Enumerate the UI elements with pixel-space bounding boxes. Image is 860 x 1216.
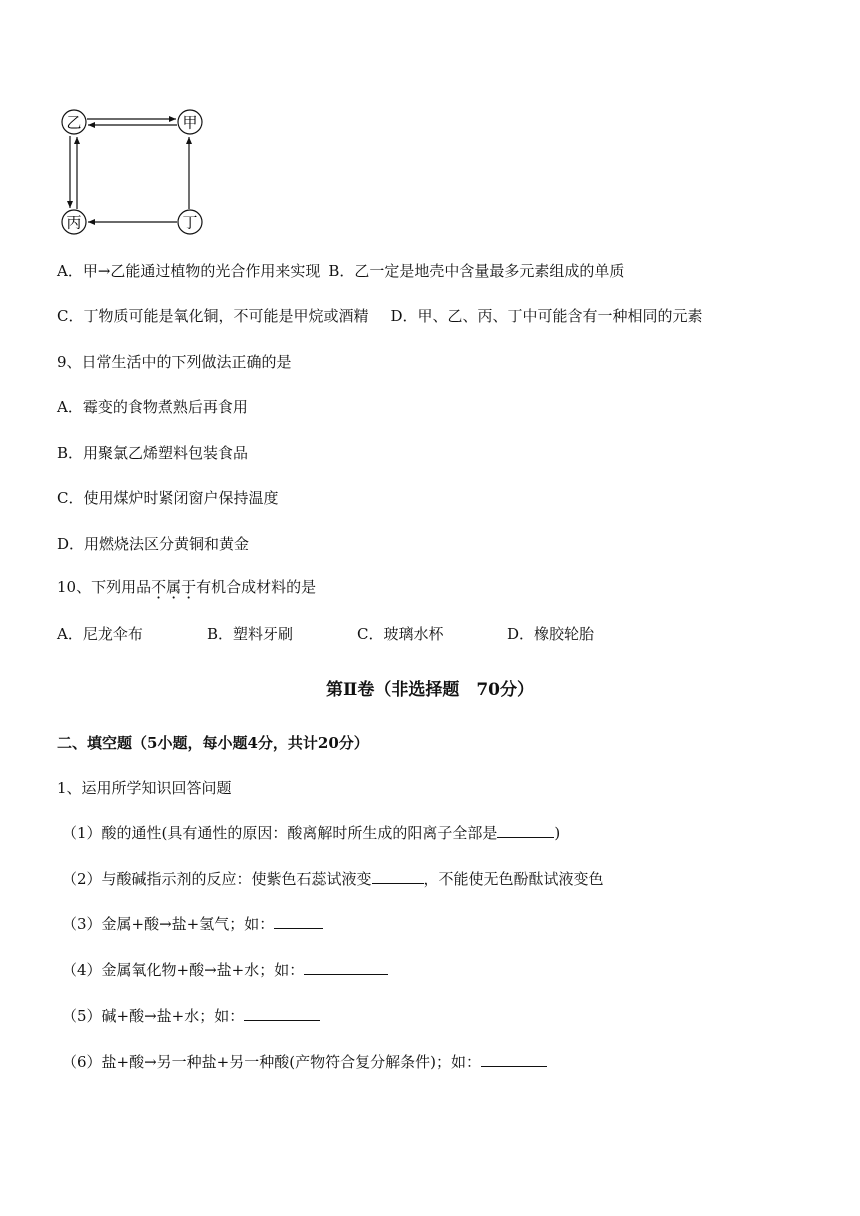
q10-options-row (57, 624, 594, 644)
q1-item-6 (62, 1052, 547, 1072)
q1-item-5 (62, 1006, 320, 1026)
node-jia-label: 甲 (182, 113, 198, 132)
q9-option-c: C．使用煤炉时紧闭窗户保持温度 (57, 489, 279, 507)
q10-option-a: A．尼龙伞布 (57, 625, 143, 643)
q10-option-b: B．塑料牙刷 (207, 625, 294, 643)
q1-item-6-text: （6）盐+酸→另一种盐+另一种酸(产物符合复分解条件)；如： (62, 1053, 481, 1071)
q1-item-2 (62, 869, 604, 889)
q1-item-1 (62, 823, 560, 843)
q8-option-b: B．乙一定是地壳中含量最多元素组成的单质 (328, 262, 625, 280)
node-bing-label: 丙 (66, 213, 82, 232)
q1-item-5-text: （5）碱+酸→盐+水；如： (62, 1007, 245, 1025)
q8-option-c: C．丁物质可能是氧化铜，不可能是甲烷或酒精 (57, 307, 369, 325)
q8-option-a: A．甲→乙能通过植物的光合作用来实现 (57, 262, 321, 280)
q1-item-3 (62, 914, 323, 934)
q10-stem-pre: 10、下列用品 (57, 578, 152, 596)
q9-option-a: A．霉变的食物煮熟后再食用 (57, 398, 248, 416)
node-yi (62, 110, 86, 134)
q9-option-d: D．用燃烧法区分黄铜和黄金 (57, 535, 250, 553)
section-heading: 二、填空题（5小题，每小题4分，共计20分） (57, 734, 369, 752)
q10-stem-post: 有机合成材料的是 (196, 578, 317, 596)
q10-emph-char-2: 属 (166, 578, 182, 596)
q10-emph-char-3: 于 (181, 578, 197, 596)
q9-option-b: B．用聚氯乙烯塑料包装食品 (57, 444, 249, 462)
node-bing (62, 210, 86, 234)
q1-item-5-blank[interactable] (244, 1006, 320, 1021)
q9-stem: 9、日常生活中的下列做法正确的是 (57, 353, 292, 371)
q1-item-1-post: ) (554, 824, 561, 842)
q1-stem: 1、运用所学知识回答问题 (57, 779, 232, 797)
q10-option-c: C．玻璃水杯 (357, 625, 444, 643)
node-jia (178, 110, 202, 134)
part2-title: 第Ⅱ卷（非选择题 70分） (326, 680, 534, 700)
q10-emph-char-1: 不 (151, 578, 167, 596)
node-ding-label: 丁 (182, 213, 198, 232)
q1-item-2-blank[interactable] (372, 869, 424, 884)
q1-item-1-blank[interactable] (497, 823, 554, 838)
q1-item-4 (62, 960, 388, 980)
q1-item-4-text: （4）金属氧化物+酸→盐+水；如： (62, 961, 305, 979)
q1-item-3-text: （3）金属+酸→盐+氢气；如： (62, 915, 275, 933)
q8-options-row-1 (57, 261, 624, 281)
q8-option-d: D．甲、乙、丙、丁中可能含有一种相同的元素 (390, 307, 703, 325)
q10-stem (57, 577, 316, 597)
q10-option-d: D．橡胶轮胎 (507, 625, 595, 643)
q1-item-1-text: （1）酸的通性(具有通性的原因：酸离解时所生成的阳离子全部是 (62, 824, 498, 842)
q1-item-6-blank[interactable] (481, 1052, 547, 1067)
q1-item-2-post: ，不能使无色酚酞试液变色 (423, 870, 604, 888)
node-ding (178, 210, 202, 234)
q1-item-2-text: （2）与酸碱指示剂的反应：使紫色石蕊试液变 (62, 870, 372, 888)
q1-item-4-blank[interactable] (304, 960, 388, 975)
relation-diagram (56, 104, 216, 240)
node-yi-label: 乙 (66, 113, 82, 132)
q8-options-row-2 (57, 306, 703, 326)
q1-item-3-blank[interactable] (274, 914, 323, 929)
